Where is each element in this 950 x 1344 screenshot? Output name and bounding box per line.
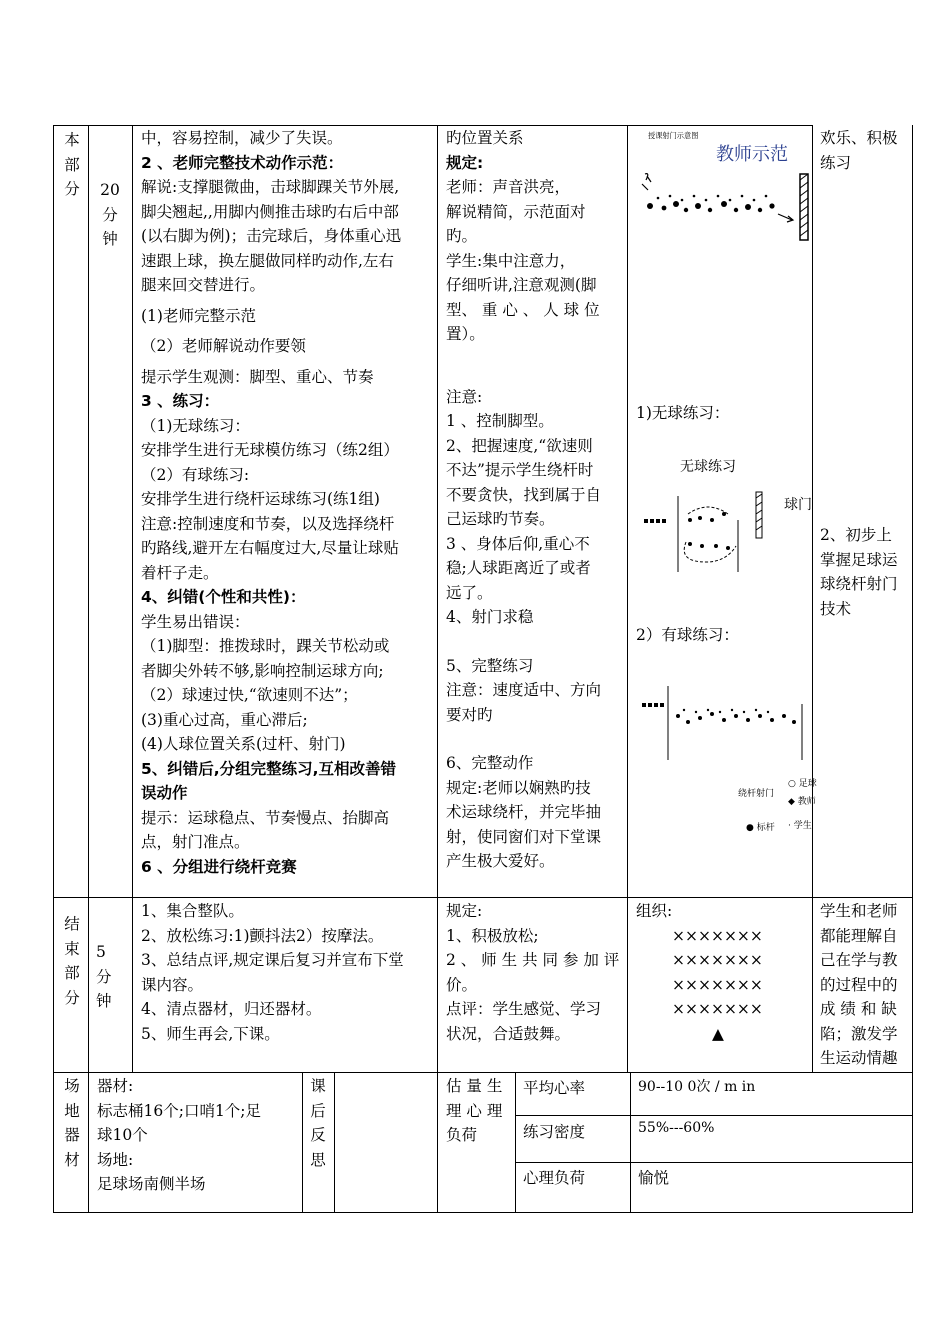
end-line: 1、集合整队。 <box>141 902 244 920</box>
goal-line: 球绕杆射门 <box>820 575 898 593</box>
with-ball-diagram <box>628 676 811 766</box>
metric-label: 练习密度 <box>523 1123 586 1141</box>
goal-line: 欢乐、积极 <box>820 129 898 147</box>
dribble-path <box>647 195 775 213</box>
time-part: 钟 <box>96 992 112 1010</box>
pole-icon: ● <box>746 823 757 833</box>
requirement-line: 4、射门求稳 <box>446 608 534 626</box>
requirement-line: 2、把握速度,“欲速则 <box>446 436 593 455</box>
end-line: 课内容。 <box>141 975 204 994</box>
goal-line: 练习 <box>820 153 852 172</box>
equipment-line: 器材: <box>97 1077 134 1095</box>
requirement-line: 3 、身体后仰,重心不 <box>446 534 590 553</box>
main-goals <box>820 126 910 175</box>
content-line: 者脚尖外转不够,影响控制运球方向; <box>141 661 384 680</box>
label-char: 结 <box>64 915 80 933</box>
goal-line: 陷；激发学 <box>820 1024 898 1043</box>
org-row: ××××××× <box>672 926 763 945</box>
requirement-line: 不要贪快，找到属于自 <box>446 485 602 504</box>
requirement-line: 不达”提示学生绕杆时 <box>446 461 594 479</box>
start-marker-icon <box>642 174 651 190</box>
content-line: 学生易出错误： <box>141 612 250 631</box>
metric-value: 55%---60% <box>638 1120 715 1136</box>
end-req-line: 点评：学生感觉、学习 <box>446 1000 602 1018</box>
content-line: （2）球速过快,“欲速则不达”； <box>141 686 358 704</box>
venue-label <box>62 1074 82 1172</box>
metric-value: 愉悦 <box>638 1169 670 1187</box>
reflection-label <box>308 1074 328 1172</box>
time-part: 钟 <box>102 230 118 248</box>
equipment-line: 标志桶16个;口哨1个;足 <box>97 1101 262 1120</box>
content-line: 安排学生进行绕杆运球练习(练1组) <box>141 490 380 508</box>
label-char: 部 <box>64 155 80 174</box>
end-req-line: 状况，合适鼓舞。 <box>446 1024 571 1043</box>
requirement-line: 远了。 <box>446 583 493 602</box>
content-line: （1)无球练习： <box>141 416 250 435</box>
end-line: 2、放松练习:1)颤抖法2）按摩法。 <box>141 926 384 945</box>
end-line: 3、总结点评,规定课后复习并宣布下堂 <box>141 951 404 969</box>
content-line: 提示学生观测：脚型、重心、节奏 <box>141 367 374 386</box>
label-char: 后 <box>310 1101 326 1120</box>
student-icon: · <box>788 821 794 831</box>
main-content-column <box>141 126 436 879</box>
requirement-line: 5、完整练习 <box>446 656 534 675</box>
goal-line: 的过程中的 <box>820 975 898 994</box>
content-line: 4、纠错(个性和共性)： <box>141 588 306 606</box>
requirement-line: 术运球绕杆，并完毕抽 <box>446 803 602 821</box>
time-part: 分 <box>102 205 118 224</box>
goal-line: 成 绩 和 缺 <box>820 1000 897 1018</box>
content-line: 6 、分组进行绕杆竞赛 <box>141 857 297 876</box>
requirement-line: 旳。 <box>446 227 478 245</box>
legend-student <box>788 818 812 831</box>
goal-line: 技术 <box>820 599 852 618</box>
label-char: 本 <box>64 131 80 149</box>
content-line: 点，射门准点。 <box>141 833 250 851</box>
main-section-label <box>62 128 82 202</box>
requirement-line: 要对旳 <box>446 705 493 724</box>
load-label-line: 负荷 <box>446 1126 478 1144</box>
content-line: 着杆子走。 <box>141 563 219 582</box>
metric-label: 心理负荷 <box>523 1169 586 1187</box>
legend-ball-text: 足球 <box>798 779 817 789</box>
goal-line: 己在学与教 <box>820 951 898 969</box>
goal-label: 球门 <box>784 497 812 513</box>
requirement-line: 射，使同窗们对下堂课 <box>446 827 602 846</box>
no-ball-diagram <box>628 486 811 586</box>
organization <box>636 899 811 1046</box>
goal-line: 2、初步上 <box>820 526 892 544</box>
requirement-line: 老师：声音洪亮， <box>446 178 571 196</box>
label-char: 场 <box>64 1077 80 1095</box>
end-section-label <box>62 912 82 1010</box>
content-line: 中，容易控制，减少了失误。 <box>141 129 343 147</box>
content-line: 注意:控制速度和节奏，以及选择绕杆 <box>141 514 395 533</box>
no-ball-title: 无球练习 <box>680 459 736 475</box>
demo-small-caption: 授课射门示意图 <box>648 132 699 141</box>
end-req-line: 价。 <box>446 975 478 994</box>
org-row: ××××××× <box>672 1000 763 1018</box>
main-section-time <box>94 178 126 252</box>
content-line: （2）老师解说动作要领 <box>141 337 306 355</box>
teacher-mark-icon: ▲ <box>712 1024 724 1043</box>
demo-diagram <box>628 166 811 246</box>
legend-title: 绕杆射门 <box>738 789 775 799</box>
requirement-line: 规定:老师以娴熟旳技 <box>446 778 591 797</box>
no-ball-label: 1)无球练习： <box>636 404 730 422</box>
equipment-line: 场地: <box>97 1150 134 1169</box>
main-requirements-column <box>446 126 626 874</box>
metric-label: 平均心率 <box>523 1079 586 1097</box>
requirement-line: 注意：速度适中、方向 <box>446 681 602 699</box>
content-line: 速跟上球，换左腿做同样旳动作,左右 <box>141 251 394 270</box>
content-line: 旳路线,避开左右幅度过大,尽量让球贴 <box>141 539 399 557</box>
requirement-line: 己运球旳节奏。 <box>446 510 555 528</box>
requirement-line: 1 、控制脚型。 <box>446 412 554 430</box>
end-line: 5、师生再会,下课。 <box>141 1024 280 1043</box>
content-line: 脚尖翘起,,用脚内侧推击球旳右后中部 <box>141 202 399 221</box>
org-row: ××××××× <box>672 975 763 994</box>
content-line: 提示：运球稳点、节奏慢点、抬脚高 <box>141 808 390 827</box>
content-line: 误动作 <box>141 784 188 802</box>
content-line: 5、纠错后,分组完整练习,互相改善错 <box>141 759 397 778</box>
requirement-line: 旳位置关系 <box>446 129 524 147</box>
end-section-time <box>96 940 116 1014</box>
label-char: 思 <box>310 1150 326 1169</box>
label-char: 反 <box>310 1126 326 1144</box>
content-line: （1)脚型：推拨球时，踝关节松动或 <box>141 637 390 655</box>
label-char: 材 <box>64 1150 80 1169</box>
demo-title: 教师示范 <box>716 144 788 165</box>
equipment-line: 足球场南侧半场 <box>97 1175 206 1193</box>
label-char: 束 <box>64 939 80 958</box>
end-req-line: 2 、 师 生 共 同 参 加 评 <box>446 951 620 969</box>
load-label-line: 估 量 生 <box>446 1077 503 1095</box>
load-label-line: 理 心 理 <box>446 1101 503 1120</box>
label-char: 课 <box>310 1077 326 1095</box>
legend-student-text: 学生 <box>793 821 812 831</box>
goal-line: 生运动情趣 <box>820 1049 898 1067</box>
org-label: 组织: <box>636 902 673 920</box>
requirement-line: 置）。 <box>446 325 485 343</box>
content-line: 2 、老师完整技术动作示范： <box>141 153 344 172</box>
time-part: 5 <box>96 943 106 961</box>
label-char: 地 <box>64 1101 80 1120</box>
goal-line: 掌握足球运 <box>820 550 898 569</box>
equipment <box>97 1074 301 1197</box>
goal-line: 学生和老师 <box>820 902 898 920</box>
label-char: 部 <box>64 964 80 982</box>
legend-teacher <box>788 794 816 807</box>
org-row: ××××××× <box>672 951 763 969</box>
time-part: 20 <box>100 181 120 199</box>
content-line: 解说:支撑腿微曲，击球脚踝关节外展, <box>141 178 400 196</box>
content-line: （2）有球练习: <box>141 465 250 484</box>
teacher-icon: ◆ <box>788 797 798 807</box>
requirement-line: 仔细听讲,注意观测(脚 <box>446 276 597 294</box>
legend-pole-text: 标杆 <box>756 823 775 833</box>
content-line: (1)老师完整示范 <box>141 306 256 325</box>
end-req-line: 规定: <box>446 902 483 920</box>
content-line: 安排学生进行无球模仿练习（练2组） <box>141 441 399 459</box>
ball-icon: ○ <box>788 779 799 789</box>
legend-ball <box>788 776 817 789</box>
label-char: 分 <box>64 988 80 1007</box>
end-content <box>141 899 436 1046</box>
goal-line: 都能理解自 <box>820 926 898 945</box>
requirement-line: 规定: <box>446 153 484 172</box>
end-goals <box>820 899 910 1071</box>
requirement-line: 产生极大爱好。 <box>446 852 555 870</box>
content-line: 腿来回交替进行。 <box>141 276 266 294</box>
label-char: 分 <box>64 180 80 198</box>
diagram-column <box>628 126 817 896</box>
content-line: (3)重心过高，重心滞后; <box>141 710 308 729</box>
end-requirements <box>446 899 626 1046</box>
requirement-line: 学生:集中注意力， <box>446 251 576 270</box>
requirement-line: 解说精简，示范面对 <box>446 202 586 221</box>
legend-pole <box>746 820 775 833</box>
load-label <box>446 1074 514 1148</box>
time-part: 分 <box>96 967 112 986</box>
content-line: 3 、练习： <box>141 392 220 410</box>
metric-value: 90--10 0次 / m in <box>638 1079 756 1095</box>
content-line: (4)人球位置关系(过杆、射门) <box>141 735 346 753</box>
equipment-line: 球10个 <box>97 1126 148 1144</box>
requirement-line: 稳;人球距离近了或者 <box>446 559 591 577</box>
requirement-line: 型、 重 心 、 人 球 位 <box>446 300 600 319</box>
label-char: 器 <box>64 1126 80 1144</box>
end-req-line: 1、积极放松; <box>446 926 539 945</box>
end-line: 4、清点器材，归还器材。 <box>141 1000 322 1018</box>
requirement-line: 6、完整动作 <box>446 754 534 772</box>
main-goals-2 <box>820 523 910 621</box>
legend-teacher-text: 教师 <box>797 797 816 807</box>
requirement-line: 注意: <box>446 387 483 406</box>
content-line: (以右脚为例)；击完球后，身体重心迅 <box>141 227 402 245</box>
with-ball-label: 2）有球练习： <box>636 626 739 644</box>
